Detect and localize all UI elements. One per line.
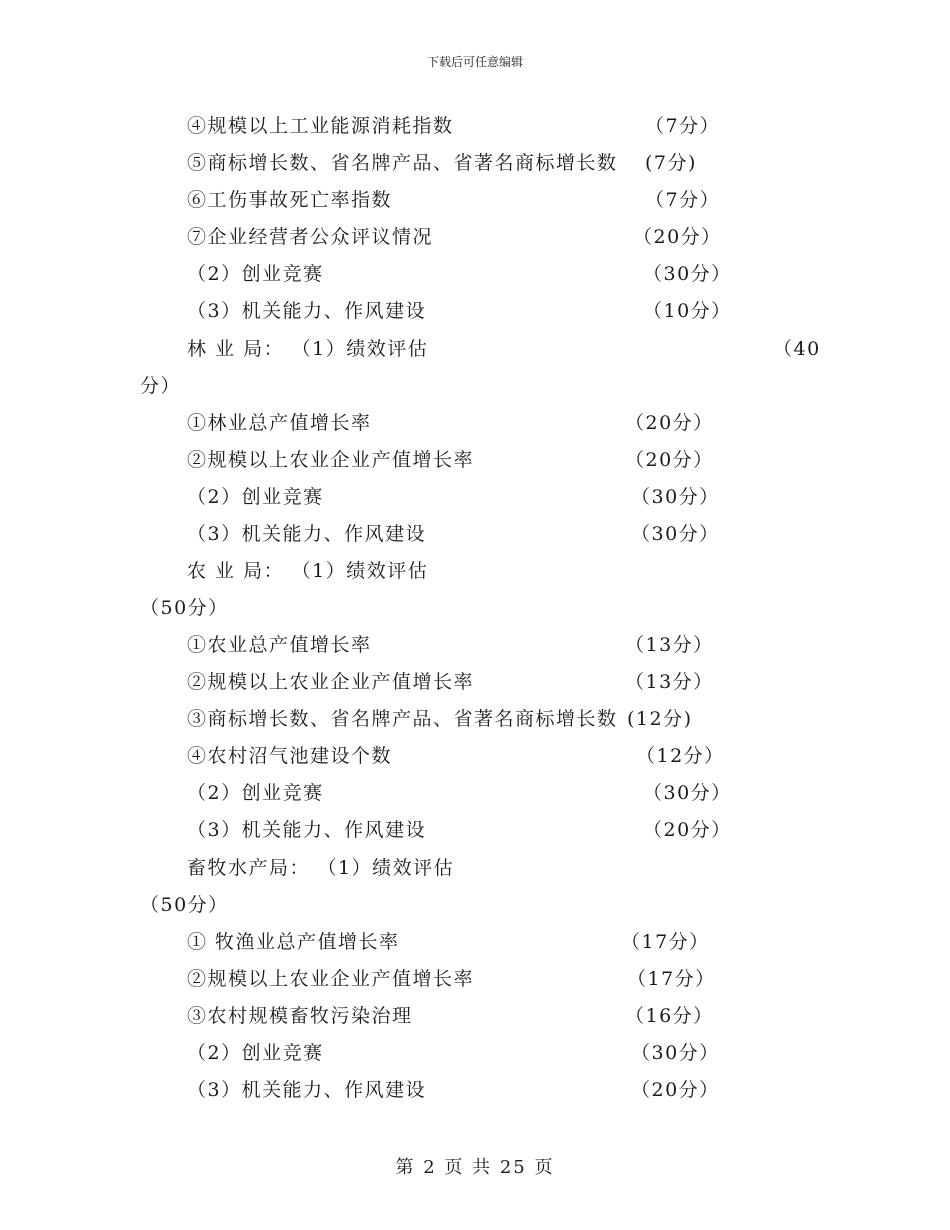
line-score: （30分） [631, 523, 720, 545]
line-text: ⑥工伤事故死亡率指数 [187, 189, 393, 211]
line-text: （3）机关能力、作风建设 [187, 819, 427, 841]
line-text: 分） [140, 375, 182, 397]
line-score: （30分） [643, 263, 732, 285]
line-score: （13分） [625, 634, 714, 656]
line-score: （20分） [625, 412, 714, 434]
line-text: （50分） [140, 597, 229, 619]
line-score: （20分） [633, 226, 722, 248]
line-score: （30分） [631, 1042, 720, 1064]
line-score: （7分） [645, 189, 721, 211]
line-score: (7分) [645, 152, 697, 174]
page-footer: 第 2 页 共 25 页 [395, 1157, 555, 1178]
line-text: （3）机关能力、作风建设 [187, 523, 427, 545]
line-score: （40 [773, 338, 821, 360]
line-text: （2）创业竞赛 [187, 1042, 324, 1064]
line-score: （20分） [643, 819, 732, 841]
line-score: （20分） [625, 449, 714, 471]
line-text: （2）创业竞赛 [187, 486, 324, 508]
line-text: ①林业总产值增长率 [187, 412, 372, 434]
line-score: （17分） [627, 968, 716, 990]
line-text: ⑦企业经营者公众评议情况 [187, 226, 434, 248]
line-score: （7分） [645, 115, 721, 137]
line-text: （50分） [140, 894, 229, 916]
line-score: (12分) [627, 708, 693, 730]
line-score: （17分） [621, 931, 710, 953]
line-score: （10分） [643, 300, 732, 322]
page-header: 下载后可任意编辑 [426, 55, 523, 69]
line-score: （20分） [631, 1079, 720, 1101]
line-text: ②规模以上农业企业产值增长率 [187, 968, 475, 990]
line-score: （30分） [643, 782, 732, 804]
line-score: （16分） [625, 1005, 714, 1027]
line-text: ④规模以上工业能源消耗指数 [187, 115, 454, 137]
line-text: ①农业总产值增长率 [187, 634, 372, 656]
line-text: （2）创业竞赛 [187, 263, 324, 285]
line-text: ②规模以上农业企业产值增长率 [187, 671, 475, 693]
line-score: （12分） [636, 745, 725, 767]
line-text: 农 业 局： （1）绩效评估 [187, 560, 429, 582]
line-text: 林 业 局： （1）绩效评估 [187, 338, 429, 360]
line-text: （2）创业竞赛 [187, 782, 324, 804]
line-text: （3）机关能力、作风建设 [187, 1079, 427, 1101]
line-text: 畜牧水产局： （1）绩效评估 [187, 857, 455, 879]
line-text: （3）机关能力、作风建设 [187, 300, 427, 322]
line-score: （30分） [631, 486, 720, 508]
line-text: ②规模以上农业企业产值增长率 [187, 449, 475, 471]
line-text: ④农村沼气池建设个数 [187, 745, 393, 767]
line-score: （13分） [625, 671, 714, 693]
line-text: ⑤商标增长数、省名牌产品、省著名商标增长数 [187, 152, 618, 174]
line-text: ③商标增长数、省名牌产品、省著名商标增长数 [187, 708, 618, 730]
line-text: ③农村规模畜牧污染治理 [187, 1005, 413, 1027]
line-text: ① 牧渔业总产值增长率 [187, 931, 400, 953]
